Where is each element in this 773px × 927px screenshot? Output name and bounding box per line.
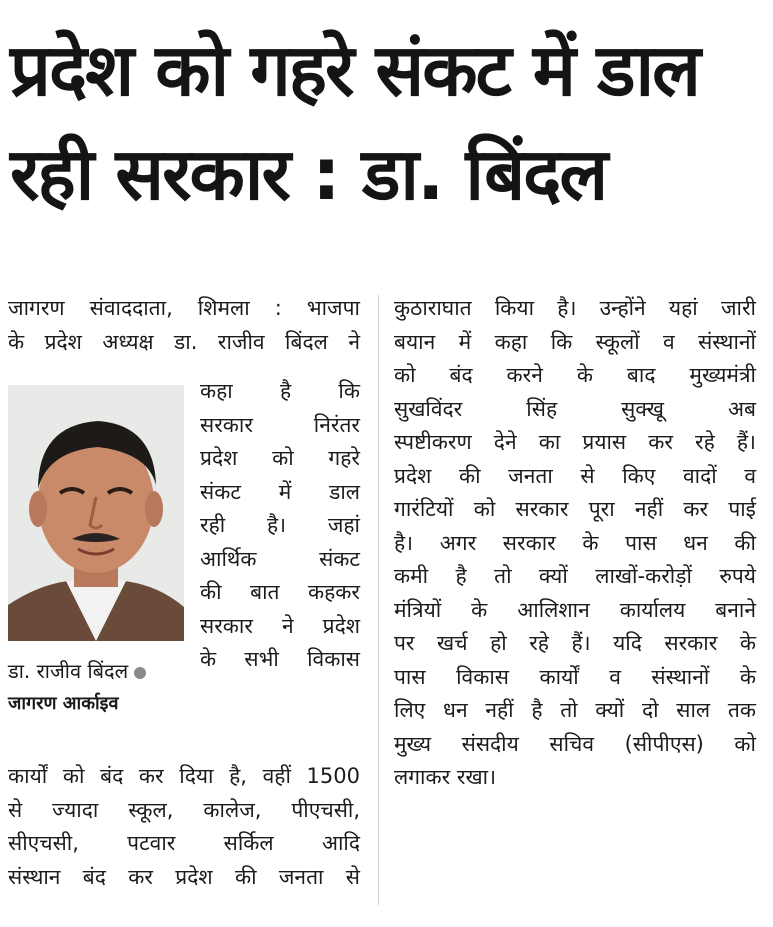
article-line: संकट में डाल — [200, 479, 360, 504]
article-line: गारंटियों को सरकार पूरा नहीं कर पाई — [394, 497, 756, 521]
article-line: प्रदेश की जनता से किए वादों व — [394, 463, 756, 488]
article-line: प्रदेश को गहरे — [200, 446, 360, 470]
article-line: से ज्यादा स्कूल, कालेज, पीएचसी, — [8, 797, 360, 822]
headline-line-2: रही सरकार : डा. बिंदल — [10, 132, 607, 216]
headline-line-1: प्रदेश को गहरे संकट में डाल — [10, 28, 699, 112]
portrait-image — [8, 385, 184, 641]
headline — [10, 18, 770, 226]
left-column-top — [8, 292, 360, 359]
article-line: की बात कहकर — [200, 580, 360, 604]
article-line: सुखविंदर सिंह सुक्खू अब — [394, 396, 756, 421]
article-line: मंत्रियों के आलिशान कार्यालय बनाने — [394, 597, 756, 622]
caption-name-text: डा. राजीव बिंदल — [8, 659, 129, 683]
article-line: कहा है कि — [200, 379, 360, 403]
article-line: के प्रदेश अध्यक्ष डा. राजीव बिंदल ने — [8, 329, 360, 354]
article-line: रही है। जहां — [200, 513, 360, 537]
article-line: जागरण संवाददाता, शिमला : भाजपा — [8, 296, 360, 320]
article-line: सरकार निरंतर — [200, 412, 360, 437]
right-column — [394, 292, 756, 795]
photo-caption-name — [8, 657, 180, 685]
column-divider — [378, 295, 379, 905]
article-line: स्पष्टीकरण देने का प्रयास कर रहे हैं। — [394, 430, 756, 454]
article-line: कुठाराघात किया है। उन्होंने यहां जारी — [394, 296, 756, 320]
article-line: लिए धन नहीं है तो क्यों दो साल तक — [394, 698, 756, 722]
article-line: आर्थिक संकट — [200, 546, 360, 571]
left-column-narrow — [200, 375, 360, 677]
article-line: के सभी विकास — [200, 647, 360, 671]
article-line: सीएचसी, पटवार सर्किल आदि — [8, 831, 360, 855]
left-column-bottom — [8, 760, 360, 894]
article-line: कार्यों को बंद कर दिया है, वहीं 1500 — [8, 764, 360, 788]
article-line: संस्थान बंद कर प्रदेश की जनता से — [8, 864, 360, 889]
article-line: को बंद करने के बाद मुख्यमंत्री — [394, 363, 756, 387]
photo-caption-source: जागरण आर्काइव — [8, 693, 119, 714]
article-line: है। अगर सरकार के पास धन की — [394, 530, 756, 555]
author-photo — [8, 385, 184, 641]
article-line: पास विकास कार्यों व संस्थानों के — [394, 664, 756, 689]
article-line: बयान में कहा कि स्कूलों व संस्थानों — [394, 329, 756, 354]
article-line: सरकार ने प्रदेश — [200, 613, 360, 638]
article-line: कमी है तो क्यों लाखों-करोड़ों रुपये — [394, 564, 756, 588]
article-line: लगाकर रखा। — [394, 765, 497, 789]
article-line: मुख्य संसदीय सचिव (सीपीएस) को — [394, 731, 756, 756]
bullet-icon — [134, 667, 146, 679]
article-line: पर खर्च हो रहे हैं। यदि सरकार के — [394, 631, 756, 655]
